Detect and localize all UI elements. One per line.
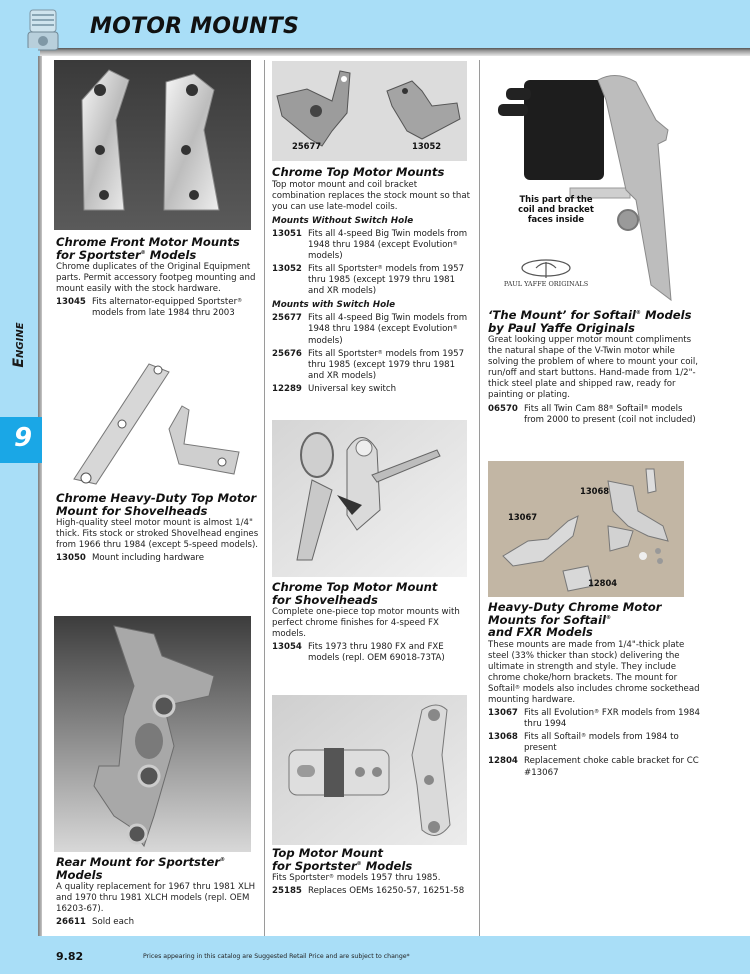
product-title-line: Chrome Front Motor Mounts [56, 235, 240, 249]
part-fitment: Fits all 4-speed Big Twin models from 1948 thru 1984 (except Evolution® models) [308, 313, 468, 346]
part-row [272, 642, 472, 664]
product-title-line: Chrome Heavy-Duty Top Motor [56, 491, 257, 505]
part-number[interactable]: 26611 [56, 917, 86, 928]
registered-mark: ® [581, 733, 587, 740]
part-row [272, 349, 472, 382]
group-heading: Mounts Without Switch Hole [272, 215, 414, 226]
paul-yaffe-logo [496, 256, 596, 292]
part-number[interactable]: 12289 [272, 383, 302, 394]
part-fitment: Fits all Softail® models from 1984 to present [524, 732, 679, 754]
catalog-content [42, 56, 750, 936]
part-fitment: Mount including hardware [92, 553, 205, 564]
product-title [56, 236, 260, 261]
product-description: Chrome duplicates of the Original Equipment parts. Permit accessory footpeg mounting and mount easily with the stock hardware. [56, 262, 256, 295]
product-title-line: for Shovelheads [272, 592, 378, 607]
registered-mark: ® [140, 249, 146, 256]
product-title-line: for Sportster® Models [56, 247, 197, 262]
product-title-line: Chrome Top Motor Mount [272, 580, 438, 594]
chapter-number: 9 [14, 423, 33, 453]
product-title: Chrome Top Motor Mounts [272, 165, 445, 179]
product-title-line: Heavy-Duty Chrome Motor [488, 600, 662, 614]
product-description: Top motor mount and coil bracket combination replaces the stock mount so that you can use late-model coils. [272, 179, 470, 212]
part-number[interactable]: 13068 [488, 732, 518, 743]
column-divider [264, 60, 265, 936]
sidebar [0, 48, 38, 936]
part-fitment: Fits all Evolution® FXR models from 1984 thru 1994 [524, 708, 700, 730]
product-chrome-top-shovelheads [272, 581, 472, 664]
product-title-line: Mounts for Softail® [488, 612, 611, 627]
part-row [488, 708, 702, 730]
product-title-line: ‘The Mount’ for Softail® Models [488, 308, 692, 322]
product-photo-rear-mount [54, 616, 251, 852]
registered-mark: ® [377, 265, 383, 272]
price-disclaimer: Prices appearing in this catalog are Suggested Retail Price and are subject to change* [143, 953, 410, 960]
product-description: These mounts are made from 1/4"-thick plate steel (33% thicker than stock) delivering the ultimate in strength and style. They include chrome choke/horn brackets. The mount for Softail® models also includes chrome sockethead mounting hardware. [488, 639, 700, 705]
photo-callout: 13067 [508, 512, 538, 522]
section-label-text: Engine [11, 322, 27, 368]
registered-mark: ® [515, 684, 520, 691]
registered-mark: ® [605, 614, 611, 621]
part-number[interactable]: 25185 [272, 886, 302, 897]
column-divider [479, 60, 480, 936]
product-chrome-heavy-duty-top [56, 492, 260, 564]
product-photo-top-mount-sportster [272, 695, 467, 845]
part-fitment: Fits 1973 thru 1980 FX and FXE models (repl. OEM 69018-73TA) [308, 642, 445, 664]
product-title [488, 601, 702, 639]
svg-text:PAUL YAFFE ORIGINALS: PAUL YAFFE ORIGINALS [503, 280, 589, 288]
part-row [488, 732, 702, 754]
part-fitment: Replacement choke cable bracket for CC #13067 [524, 756, 699, 778]
part-row [56, 297, 260, 319]
part-fitment: Sold each [92, 917, 135, 928]
registered-mark: ® [608, 404, 614, 411]
registered-mark: ® [377, 349, 383, 356]
registered-mark: ® [643, 404, 649, 411]
product-description: Great looking upper motor mount compliments the natural shape of the V-Twin motor while solving the problem of where to mount your coil, run/off and start buttons. Hand-made from 1/2"-thick steel plate and shipped raw, ready for painting or plating. [488, 335, 699, 401]
page-title: MOTOR MOUNTS [90, 14, 300, 39]
page-number: 9.82 [56, 950, 84, 963]
photo-callout: 25677 [292, 141, 322, 151]
part-fitment: Universal key switch [308, 383, 397, 394]
product-photo-chrome-top-mounts [272, 61, 467, 161]
registered-mark: ® [329, 874, 335, 880]
product-description: High-quality steel motor mount is almost 1/4" thick. Fits stock or stroked Shovelhead engines from 1966 thru 1984 (except 5-speed models). [56, 518, 259, 551]
part-row [272, 384, 472, 395]
part-number[interactable]: 13052 [272, 264, 302, 275]
registered-mark: ® [356, 860, 362, 867]
product-title-line: for Sportster® Models [272, 858, 413, 873]
group-heading: Mounts with Switch Hole [272, 300, 396, 311]
product-description: Complete one-piece top motor mounts with perfect chrome finishes for 4-speed FX models. [272, 607, 460, 640]
product-rear-mount-sportster [56, 856, 260, 928]
product-title-line: Top Motor Mount [272, 846, 384, 860]
registered-mark: ® [635, 310, 641, 316]
header-shadow [40, 48, 750, 56]
photo-note: This part of the coil and bracket faces inside [518, 194, 594, 225]
part-row [488, 404, 702, 426]
product-chrome-top-mounts [272, 166, 472, 395]
part-row [272, 886, 472, 897]
part-number[interactable]: 12804 [488, 756, 518, 767]
part-fitment: Replaces OEMs 16250-57, 16251-58 [308, 886, 465, 897]
product-title: Rear Mount for Sportster® Models [56, 855, 226, 882]
product-title [272, 581, 472, 606]
registered-mark: ® [452, 240, 458, 247]
registered-mark: ® [220, 857, 226, 863]
part-fitment: Fits all Sportster® models from 1957 thru 1985 (except 1979 thru 1981 and XR models) [308, 348, 465, 381]
product-photo-heavy-duty-softail [488, 461, 684, 597]
registered-mark: ® [237, 298, 243, 305]
product-photo-the-mount [486, 60, 716, 306]
part-row [272, 264, 472, 297]
part-number[interactable]: 13054 [272, 642, 302, 653]
product-photo-chrome-top-shovelheads [272, 420, 467, 577]
product-description: A quality replacement for 1967 thru 1981 XLH and 1970 thru 1981 XLCH models (repl. OEM 16203-67). [56, 882, 256, 915]
product-title-line: and FXR Models [488, 625, 593, 639]
part-number[interactable]: 13067 [488, 708, 518, 719]
photo-callout: 12804 [588, 578, 618, 588]
product-chrome-front [56, 236, 260, 319]
product-title [488, 309, 702, 334]
product-photo-chrome-front [54, 60, 251, 230]
part-number[interactable]: 25676 [272, 348, 302, 359]
product-description: Fits Sportster® models 1957 thru 1985. [272, 873, 441, 883]
product-title [272, 847, 472, 872]
product-photo-heavy-duty-top [54, 344, 251, 489]
registered-mark: ® [452, 325, 458, 332]
part-row [272, 313, 472, 346]
product-top-mount-sportster [272, 847, 472, 897]
part-number[interactable]: 13050 [56, 553, 86, 564]
part-row [272, 229, 472, 262]
photo-callout: 13068 [580, 486, 610, 496]
part-fitment: Fits all Sportster® models from 1957 thru 1985 (except 1979 thru 1981 and XR models) [308, 264, 465, 297]
product-title-line: Mount for Shovelheads [56, 503, 208, 518]
part-fitment: Fits all 4-speed Big Twin models from 1948 thru 1984 (except Evolution® models) [308, 228, 468, 261]
photo-callout: 13052 [412, 141, 442, 151]
part-number[interactable]: 25677 [272, 313, 302, 324]
product-heavy-duty-softail-fxr [488, 601, 702, 779]
part-number[interactable]: 06570 [488, 403, 518, 414]
product-title [56, 492, 260, 517]
part-number[interactable]: 13051 [272, 228, 302, 239]
part-number[interactable]: 13045 [56, 297, 86, 308]
product-title-line: by Paul Yaffe Originals [488, 320, 635, 335]
part-row [56, 917, 260, 928]
section-label [4, 305, 34, 385]
part-row [488, 756, 702, 778]
chapter-tab[interactable] [0, 417, 42, 463]
part-fitment: Fits all Twin Cam 88® Softail® models from 2000 to present (coil not included) [524, 403, 696, 425]
product-the-mount-softail [488, 309, 702, 426]
part-fitment: Fits alternator-equipped Sportster® models from late 1984 thru 2003 [92, 297, 243, 319]
part-row [56, 553, 260, 564]
registered-mark: ® [594, 709, 600, 716]
